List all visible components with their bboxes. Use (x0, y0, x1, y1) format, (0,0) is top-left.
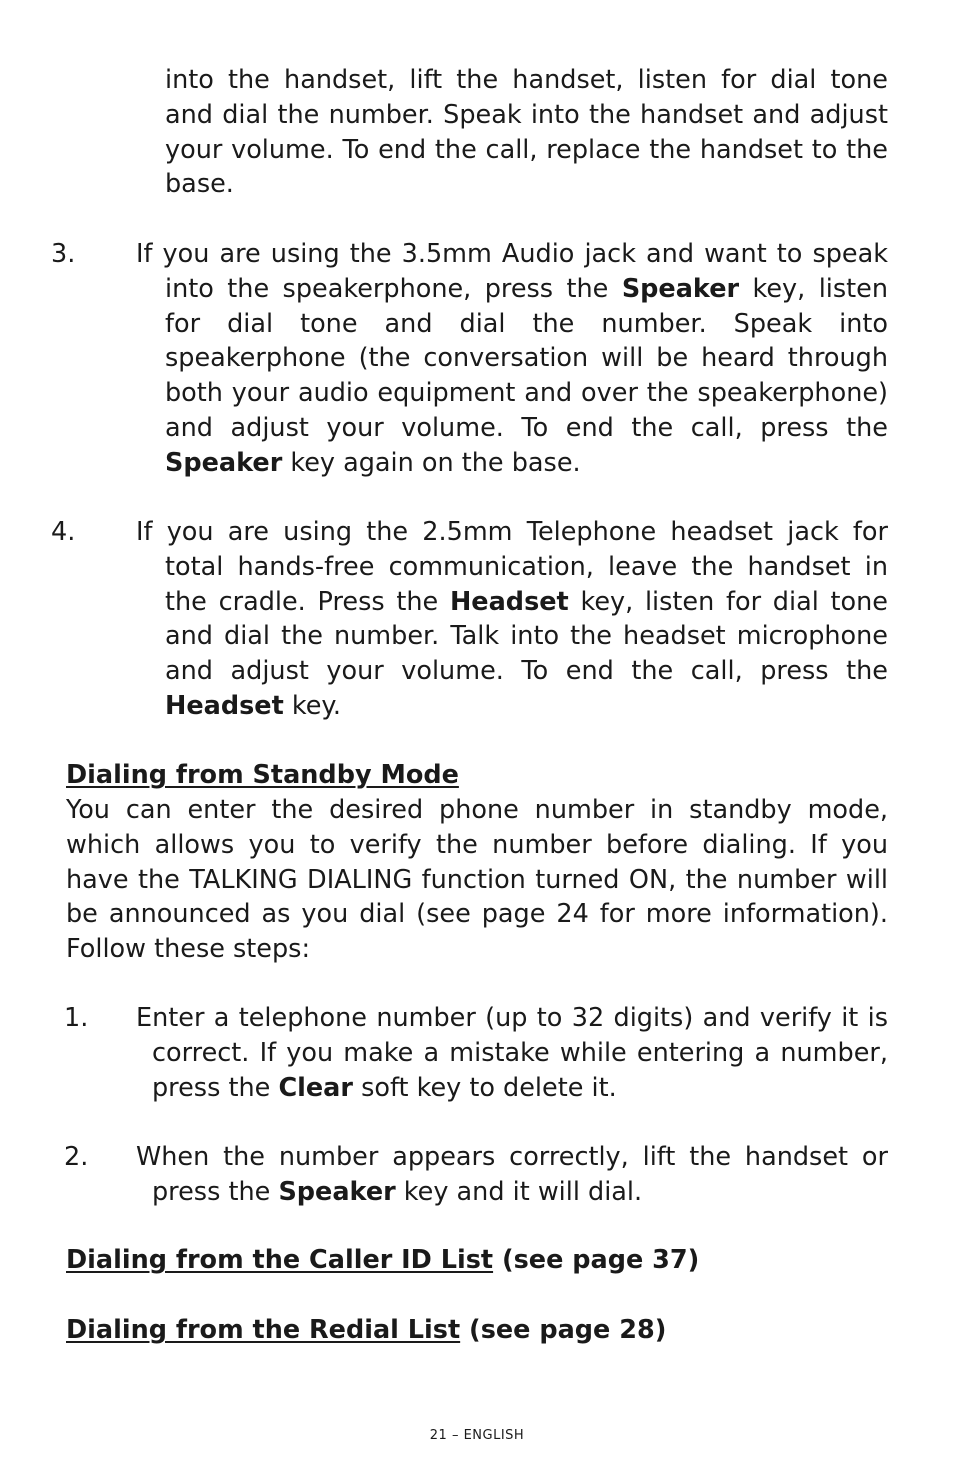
step-text: If you are using the 2.5mm Telephone headset jack for total hands-free communication, leave the handset in the cradle. Press the (136, 517, 888, 617)
step-number: 2. (64, 1142, 89, 1172)
standby-section-heading: Dialing from Standby Mode (66, 760, 459, 790)
step-text: key. (283, 690, 341, 721)
standby-step-2-paragraph (64, 1140, 888, 1210)
page-reference: (see page 28) (460, 1315, 667, 1345)
step-text: key and it will dial. (395, 1176, 643, 1207)
step-text: key, listen for dial tone and dial the number. Speak into speakerphone (the conversation will be heard through both your audio equipment and over the speakerphone) and adjust your volume. To end the call, press the (165, 273, 888, 443)
step-number: 3. (51, 239, 76, 269)
speaker-key-label: Speaker (278, 1176, 396, 1207)
step-number: 4. (51, 517, 76, 547)
step-text: soft key to delete it. (352, 1072, 617, 1103)
headset-key-label: Headset (165, 690, 284, 721)
step-text: key, listen for dial tone and dial the number. Talk into the headset microphone and adjust your volume. To end the call, press the (165, 586, 888, 687)
standby-step-1-paragraph (64, 1001, 888, 1105)
step-4-paragraph (51, 515, 888, 724)
page-footer: 21 – ENGLISH (429, 1428, 525, 1443)
redial-section-heading: Dialing from the Redial List (see page 28) (66, 1315, 667, 1345)
step-text: Enter a telephone number (up to 32 digits) and verify it is correct. If you make a mistake while entering a number, press the (136, 1003, 888, 1103)
speaker-key-label: Speaker (165, 447, 283, 478)
headset-key-label: Headset (449, 586, 569, 617)
speaker-key-label: Speaker (621, 273, 740, 304)
step-text: If you are using the 3.5mm Audio jack and want to speak into the speakerphone, press the (136, 239, 888, 304)
step-text: key again on the base. (282, 447, 581, 478)
page-reference: (see page 37) (493, 1245, 700, 1275)
intro-paragraph: into the handset, lift the handset, listen for dial tone and dial the number. Speak into the handset and adjust your volume. To end the call, replace the handset to the base. (165, 65, 888, 200)
step-text: When the number appears correctly, lift the handset or press the (136, 1142, 888, 1207)
step-3-paragraph (51, 237, 888, 481)
clear-key-label: Clear (278, 1072, 353, 1103)
step-number: 1. (64, 1003, 89, 1033)
caller-id-section-heading: Dialing from the Caller ID List (see page 37) (66, 1245, 700, 1275)
standby-intro-paragraph: You can enter the desired phone number in standby mode, which allows you to verify the number before dialing. If you have the TALKING DIALING function turned ON, the number will be announced as you dial (see page 24 for more information). Follow these steps: (66, 795, 888, 965)
